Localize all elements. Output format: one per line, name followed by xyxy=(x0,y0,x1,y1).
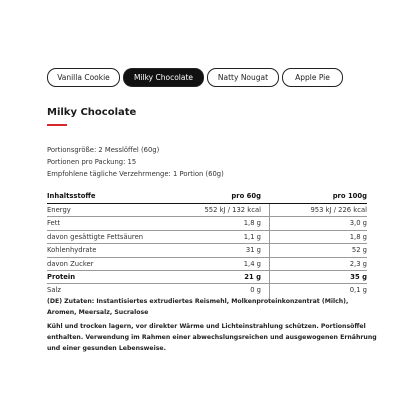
nutrient-per-60g: 0 g xyxy=(250,286,261,295)
table-row xyxy=(47,244,367,257)
tab-apple-pie[interactable]: Apple Pie xyxy=(282,68,343,87)
table-row xyxy=(47,271,367,284)
nutrient-per-100g: 0,1 g xyxy=(349,286,367,295)
table-row xyxy=(47,258,367,271)
portions-per-pack-text: Portionen pro Packung: 15 xyxy=(47,158,137,166)
table-row xyxy=(47,284,367,296)
nutrient-per-100g: 35 g xyxy=(350,272,367,281)
nutrient-per-60g: 31 g xyxy=(245,246,261,255)
nutrient-per-60g: 1,8 g xyxy=(243,219,261,228)
column-divider xyxy=(269,244,270,257)
nutrient-name: davon gesättigte Fettsäuren xyxy=(47,232,144,241)
portion-size-text: Portionsgröße: 2 Messlöffel (60g) xyxy=(47,146,160,154)
header-per-100g: pro 100g xyxy=(332,192,367,200)
table-row xyxy=(47,217,367,230)
nutrient-per-100g: 953 kJ / 226 kcal xyxy=(310,206,367,214)
nutrient-per-60g: 21 g xyxy=(244,272,261,281)
header-ingredients: Inhaltsstoffe xyxy=(47,192,96,200)
nutrition-table-header xyxy=(47,190,367,204)
tab-natty-nougat[interactable]: Natty Nougat xyxy=(207,68,279,87)
column-divider xyxy=(269,217,270,230)
column-divider xyxy=(269,258,270,271)
nutrient-name: Fett xyxy=(47,219,61,228)
table-row xyxy=(47,231,367,244)
nutrient-name: davon Zucker xyxy=(47,259,94,268)
column-divider xyxy=(269,204,270,217)
nutrient-name: Kohlenhydrate xyxy=(47,246,97,255)
nutrient-per-100g: 52 g xyxy=(351,246,367,255)
recommended-daily-text: Empfohlene tägliche Verzehrmenge: 1 Portion (60g) xyxy=(47,170,224,178)
ingredients-text: (DE) Zutaten: Instantisiertes extrudiertes Reismehl, Molkenproteinkonzentrat (Milch), Aromen, Meersalz, Sucralose xyxy=(47,298,349,316)
nutrient-per-100g: 3,0 g xyxy=(349,219,367,228)
nutrient-per-60g: 552 kJ / 132 kcal xyxy=(204,206,261,214)
tab-milky-chocolate[interactable]: Milky Chocolate xyxy=(123,68,204,87)
nutrient-name: Salz xyxy=(47,286,61,295)
nutrient-per-60g: 1,4 g xyxy=(243,259,261,268)
flavor-tabs xyxy=(47,68,343,87)
column-divider xyxy=(269,271,270,284)
nutrient-per-100g: 1,8 g xyxy=(349,232,367,241)
title-accent-bar xyxy=(47,124,67,126)
tab-vanilla-cookie[interactable]: Vanilla Cookie xyxy=(47,68,120,87)
nutrient-name: Protein xyxy=(47,272,76,281)
nutrient-per-100g: 2,3 g xyxy=(349,259,367,268)
nutrient-per-60g: 1,1 g xyxy=(243,232,261,241)
nutrient-name: Energy xyxy=(47,206,71,214)
header-per-60g: pro 60g xyxy=(231,192,261,200)
nutrition-table xyxy=(47,190,367,297)
storage-note-text: Kühl und trocken lagern, vor direkter Wärme und Lichteinstrahlung schützen. Portionsöffel enthalten. Verwendung im Rahmen einer abwechslungsreichen und ausgewogenen Ernährung und einer gesunden Lebensweise. xyxy=(47,323,377,352)
product-title: Milky Chocolate xyxy=(47,107,137,118)
table-row xyxy=(47,204,367,217)
column-divider xyxy=(269,231,270,244)
